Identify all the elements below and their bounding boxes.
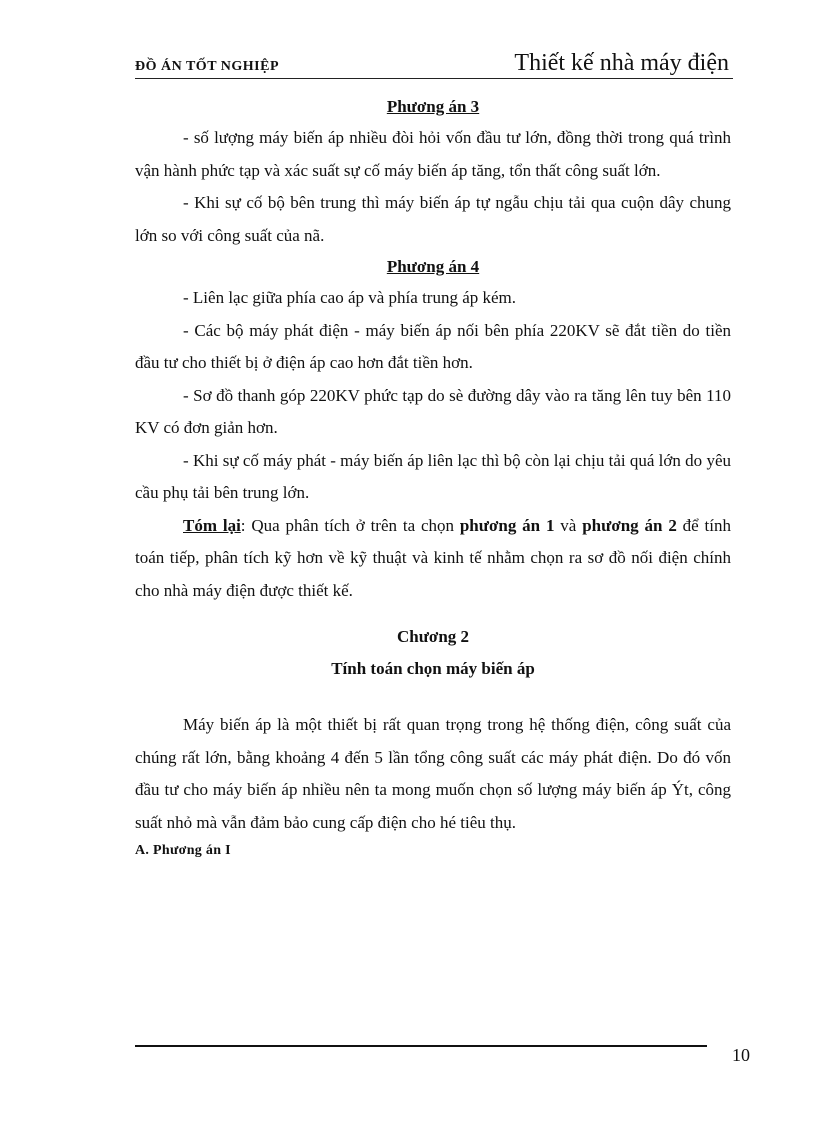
header-right-title: Thiết kế nhà máy điện (514, 50, 729, 76)
summary-text-a: : Qua phân tích ở trên ta chọn (240, 515, 460, 535)
summary-paragraph (135, 510, 731, 608)
summary-text-c: và (554, 515, 583, 535)
section-a-heading: A. Phương án I (135, 843, 231, 858)
paragraph: - số lượng máy biến áp nhiều đòi hỏi vốn đầu tư lớn, đồng thời trong quá trình vận hành phức tạp và xác suất sự cố máy biến áp tăng, tổn thất công suất lớn. (135, 128, 731, 180)
page-body (135, 92, 731, 859)
paragraph: - Liên lạc giữa phía cao áp và phía trung áp kém. (183, 288, 517, 307)
paragraph: - Sơ đồ thanh góp 220KV phức tạp do sè đường dây vào ra tăng lên tuy bên 110 KV có đơn giản hơn. (135, 385, 731, 437)
heading-phuong-an-4: Phương án 4 (386, 257, 480, 276)
paragraph: - Khi sự cố máy phát - máy biến áp liên lạc thì bộ còn lại chịu tải quá lớn do yêu cầu phụ tải bên trung lớn. (135, 450, 731, 502)
paragraph: - Các bộ máy phát điện - máy biến áp nối bên phía 220KV sẽ đắt tiền do tiền đầu tư cho thiết bị ở điện áp cao hơn đắt tiền hơn. (135, 320, 731, 372)
page-number: 10 (732, 1045, 750, 1065)
paragraph: - Khi sự cố bộ bên trung thì máy biến áp tự ngẫu chịu tải qua cuộn dây chung lớn so với công suất của nã. (135, 193, 731, 245)
summary-option-2: phương án 2 (582, 515, 677, 535)
summary-label: Tóm lại (183, 515, 241, 535)
header-left-title: ĐỒ ÁN TỐT NGHIỆP (135, 59, 280, 74)
chapter-title: Tính toán chọn máy biến áp (331, 659, 535, 678)
heading-phuong-an-3: Phương án 3 (386, 97, 480, 116)
summary-text-d: để tính toán tiếp, phân tích kỹ hơn về kỹ thuật và kinh tế nhằm chọn ra sơ đồ nối điện chính cho nhà máy điện được thiết kế. (135, 515, 732, 600)
page-header (135, 46, 733, 79)
paragraph: Máy biến áp là một thiết bị rất quan trọng trong hệ thống điện, công suất của chúng rất lớn, bằng khoảng 4 đến 5 lần tổng công suất các máy phát điện. Do đó vốn đầu tư cho máy biến áp nhiều nên ta mong muốn chọn số lượng máy biến áp Ýt, công suất nhỏ mà vẫn đảm bảo cung cấp điện cho hé tiêu thụ. (135, 715, 731, 832)
chapter-label: Chương 2 (396, 627, 470, 646)
footer-divider (135, 1045, 707, 1047)
summary-option-1: phương án 1 (459, 515, 555, 535)
